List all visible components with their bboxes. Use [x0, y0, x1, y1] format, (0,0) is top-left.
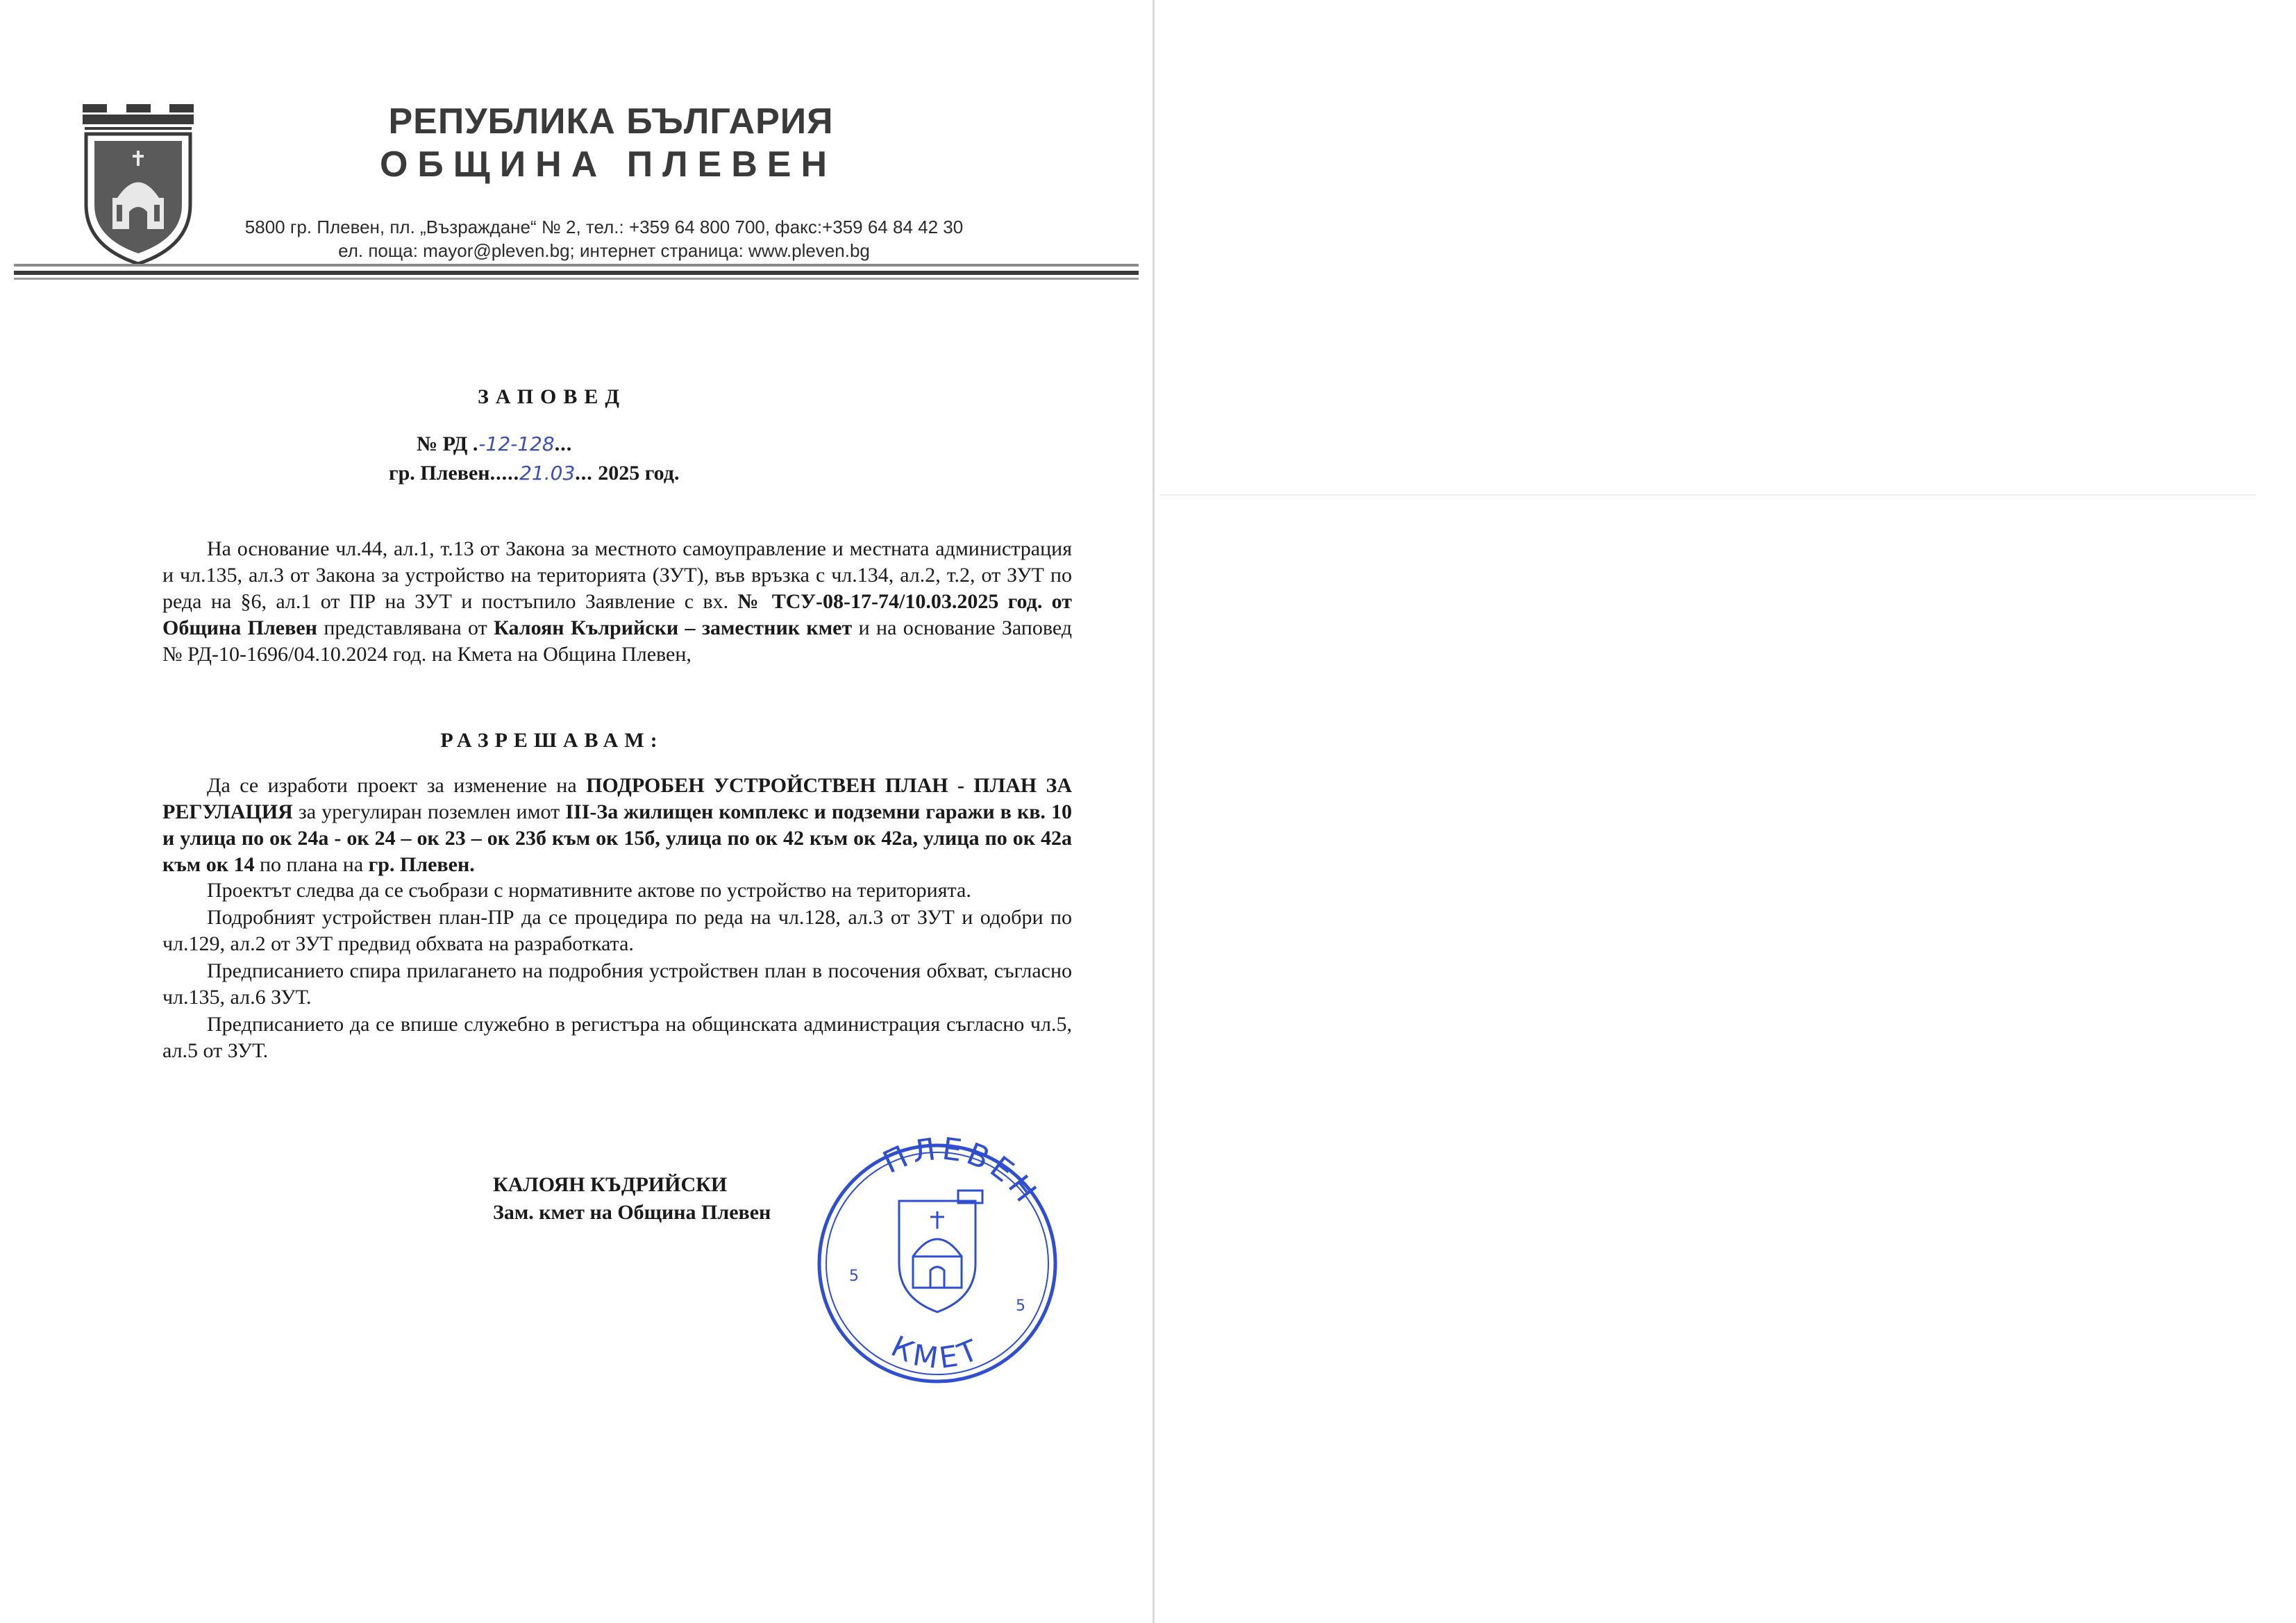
contact-line: ел. поща: mayor@pleven.bg; интернет страница: www.pleven.bg [338, 240, 870, 261]
official-stamp-icon [802, 1125, 1073, 1395]
decision-city: гр. Плевен. [368, 853, 475, 876]
intro-application-ref: № ТСУ-08-17-74/10.03.2025 год. от Община Плевен [162, 590, 1072, 639]
handwritten-date: 21.03 [519, 462, 576, 485]
order-title: ЗАПОВЕД [477, 385, 627, 408]
decision-text: за урегулиран поземлен имот [292, 800, 566, 823]
decision-text: Да се изработи проект за изменение на [207, 774, 587, 797]
paragraph [162, 877, 1072, 904]
decision-paragraph [162, 773, 1072, 878]
legal-basis-paragraph [162, 536, 1072, 668]
stamp-top-text: ПЛЕВЕН [878, 1131, 1046, 1212]
order-number-dots: ... [554, 432, 573, 455]
order-place-date [389, 462, 805, 485]
paragraph-text: Проектът следва да се съобрази с нормативните актове по устройство на територията. [207, 879, 971, 902]
stamp-number-left: 5 [849, 1268, 859, 1285]
order-number-label: № РД [417, 432, 468, 455]
address-line: 5800 гр. Плевен, пл. „Възраждане“ № 2, тел.: +359 64 800 700, факс:+359 64 84 42 30 [244, 217, 964, 237]
intro-representative: Калоян Кълрийски – заместник кмет [494, 616, 853, 639]
signatory-name: КАЛОЯН КЪДРИЙСКИ [493, 1173, 728, 1196]
resolve-heading: РАЗРЕШАВАМ: [440, 729, 664, 752]
paragraph-text: Подробният устройствен план-ПР да се процедира по реда на чл.128, ал.3 от ЗУТ и одобри по чл.129, ал.2 от ЗУТ предвид обхвата на разработката. [162, 906, 1072, 955]
intro-text: представлявана от [317, 616, 494, 639]
order-city-label: гр. Плевен [389, 462, 490, 485]
order-number [417, 432, 778, 456]
letterhead-title [361, 101, 861, 187]
order-year: 2025 год. [598, 462, 680, 485]
header-divider [14, 278, 1139, 280]
municipality-heading: ОБЩИНА ПЛЕВЕН [379, 144, 837, 185]
scan-artifact-line [1159, 494, 2256, 496]
republic-heading: РЕПУБЛИКА БЪЛГАРИЯ [388, 101, 834, 142]
signatory-role: Зам. кмет на Община Плевен [493, 1201, 771, 1224]
header-divider [14, 271, 1139, 275]
header-divider [14, 264, 1139, 267]
blank-scan-area [1155, 0, 2296, 1623]
order-date-dots: ... [575, 462, 593, 485]
pleven-coat-of-arms-icon [79, 101, 197, 267]
paragraph [162, 905, 1072, 957]
intro-text: На основание чл.44, ал.1, т.13 от Закона за местното самоуправление и местната администрация и чл.135, ал.3 от Закона за устройство на територията (ЗУТ), във връзка с чл.134, ал.2, т.2, от ЗУТ по реда на §6, ал.1 от ПР на ЗУТ и постъпило Заявление с вх. [162, 537, 1072, 613]
intro-text: и на основание Заповед № РД-10-1696/04.10.2024 год. на Кмета на Община Плевен, [162, 616, 1073, 666]
order-date-dots: ..... [489, 462, 520, 485]
svg-text:ПЛЕВЕН [878, 1131, 1046, 1211]
paragraph-text: Предписанието да се впише служебно в регистъра на общинската администрация съгласно чл.5, ал.5 от ЗУТ. [162, 1013, 1072, 1062]
paragraph [162, 958, 1072, 1011]
paragraph-text: Предписанието спира прилагането на подробния устройствен план в посочения обхват, съгласно чл.135, ал.6 ЗУТ. [162, 959, 1072, 1009]
paragraph [162, 1011, 1072, 1064]
stamp-number-right: 5 [1016, 1297, 1025, 1315]
decision-property: III-За жилищен комплекс и подземни гаражи в кв. 10 и улица по ок 24а - ок 24 – ок 23 – ок 23б към ок 15б, улица по ок 42 към ок 42а, улица по ок 42а към ок 14 [162, 800, 1072, 876]
decision-text: по плана на [254, 853, 369, 876]
stamp-bottom-text: КМЕТ [886, 1329, 987, 1376]
decision-plan-type: ПОДРОБЕН УСТРОЙСТВЕН ПЛАН - ПЛАН ЗА РЕГУЛАЦИЯ [162, 774, 1073, 823]
order-number-dots: . [472, 432, 479, 455]
handwritten-number: -12-128 [478, 432, 555, 455]
letterhead-contacts [208, 215, 1000, 262]
